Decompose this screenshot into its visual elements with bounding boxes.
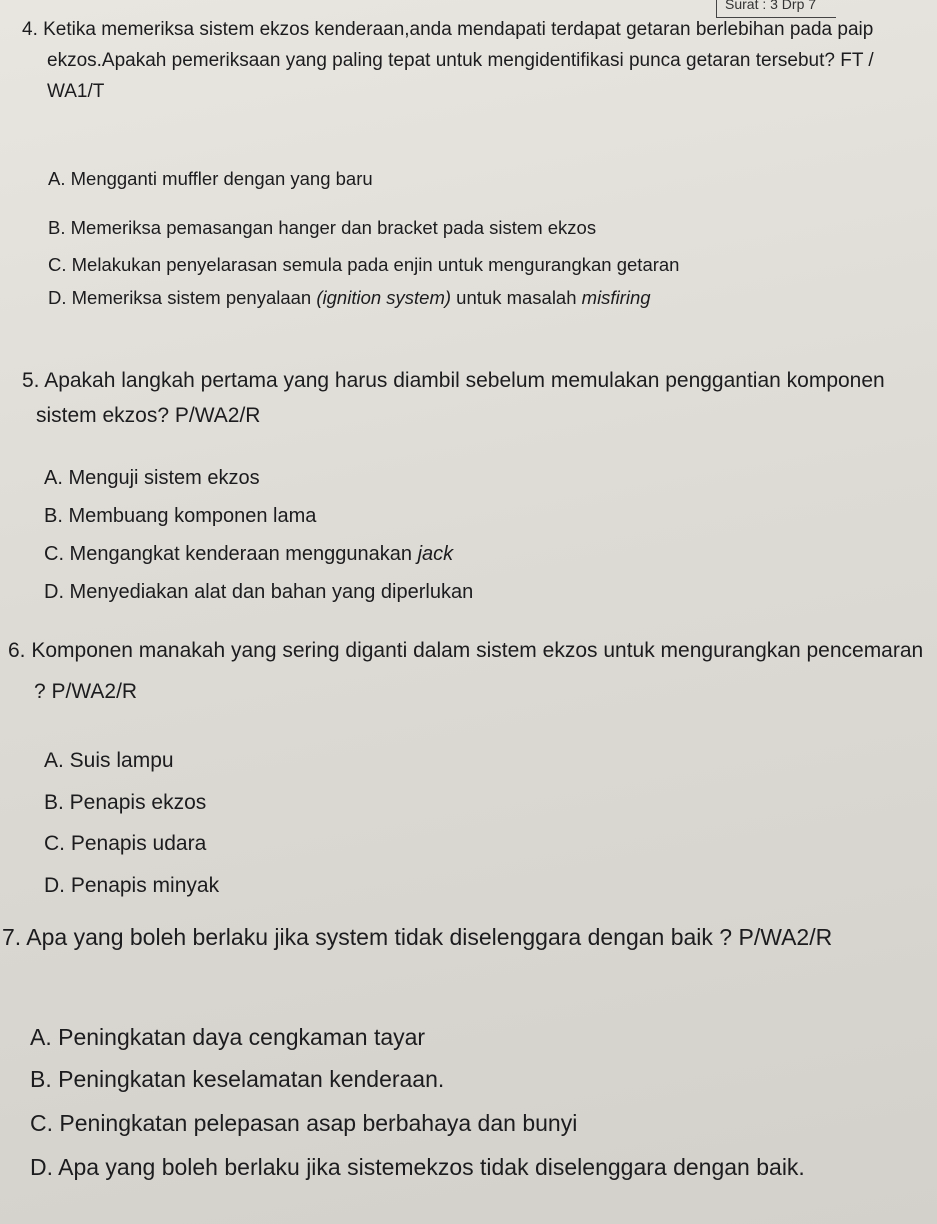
question-7-option-a[interactable]: A. Peningkatan daya cengkaman tayar — [30, 1024, 426, 1050]
question-6-option-c[interactable]: C. Penapis udara — [44, 832, 207, 855]
question-6-option-a[interactable]: A. Suis lampu — [44, 749, 174, 772]
option-d-text-mid: untuk masalah — [451, 287, 582, 308]
question-5-option-b[interactable]: B. Membuang komponen lama — [44, 505, 317, 527]
question-6-option-b[interactable]: B. Penapis ekzos — [44, 791, 207, 814]
question-6 — [8, 630, 928, 712]
question-7-option-d[interactable]: D. Apa yang boleh berlaku jika sistemekzos tidak diselenggara dengan baik. — [30, 1154, 805, 1180]
question-7-option-c[interactable]: C. Peningkatan pelepasan asap berbahaya dan bunyi — [30, 1110, 578, 1136]
question-6-text: 6. Komponen manakah yang sering diganti dalam sistem ekzos untuk mengurangkan pencemaran ? P/WA2/R — [8, 639, 924, 703]
question-4-option-b[interactable]: B. Memeriksa pemasangan hanger dan bracket pada sistem ekzos — [48, 217, 597, 238]
question-4-text: 4. Ketika memeriksa sistem ekzos kenderaan,anda mendapati terdapat getaran berlebihan pada paip ekzos.Apakah pemeriksaan yang paling tepat untuk mengidentifikasi punca getaran tersebut? FT / WA1/T — [22, 19, 874, 102]
question-6-option-d[interactable]: D. Penapis minyak — [44, 874, 220, 897]
question-5-option-a[interactable]: A. Menguji sistem ekzos — [44, 467, 260, 489]
question-7 — [2, 920, 932, 954]
option-d-italic-term-2: misfiring — [581, 287, 651, 308]
page-header: Surat : 3 Drp 7 — [716, 0, 836, 18]
question-5-text: 5. Apakah langkah pertama yang harus diambil sebelum memulakan penggantian komponen sistem ekzos? P/WA2/R — [22, 369, 885, 427]
question-4-option-a[interactable]: A. Mengganti muffler dengan yang baru — [48, 168, 373, 189]
question-7-text: 7. Apa yang boleh berlaku jika system tidak diselenggara dengan baik ? P/WA2/R — [2, 924, 833, 950]
question-5-option-d[interactable]: D. Menyediakan alat dan bahan yang diperlukan — [44, 581, 474, 603]
question-5 — [22, 363, 902, 433]
option-d-text-start: D. Memeriksa sistem penyalaan — [48, 287, 317, 308]
question-4-option-c[interactable]: C. Melakukan penyelarasan semula pada enjin untuk mengurangkan getaran — [48, 254, 680, 275]
option-c-text-start: C. Mengangkat kenderaan menggunakan — [44, 543, 418, 565]
option-d-italic-term: (ignition system) — [316, 287, 452, 308]
question-4-option-d[interactable] — [48, 287, 651, 309]
question-7-option-b[interactable]: B. Peningkatan keselamatan kenderaan. — [30, 1066, 445, 1092]
question-5-option-c[interactable] — [44, 543, 453, 566]
option-c-italic-term: jack — [417, 543, 454, 565]
question-4 — [22, 14, 902, 107]
